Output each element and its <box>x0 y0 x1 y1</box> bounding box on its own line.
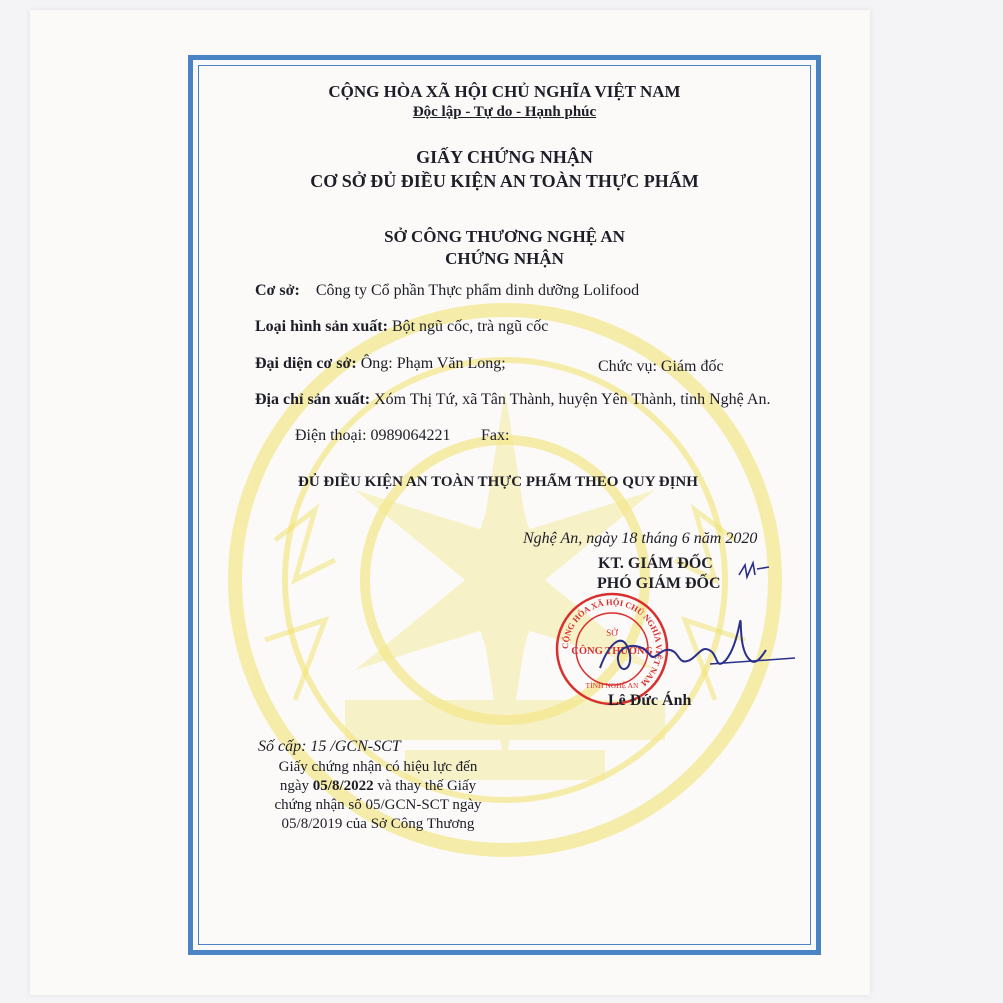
facility-label: Cơ sở: <box>255 282 300 299</box>
validity-note <box>248 758 508 834</box>
issuer-name: SỞ CÔNG THƯƠNG NGHỆ AN <box>384 227 625 246</box>
stamp-center-main: CÔNG THƯƠNG <box>571 646 653 657</box>
representative-label: Đại diện cơ sở: <box>255 355 357 372</box>
representative-row <box>255 355 506 373</box>
issuer-certifies: CHỨNG NHẬN <box>445 249 564 268</box>
signer-role-2: PHÓ GIÁM ĐỐC <box>597 575 721 592</box>
signer-name: Lê Đức Ánh <box>608 692 692 709</box>
title-line-1: GIẤY CHỨNG NHẬN <box>416 147 593 167</box>
cert-number: Số cấp: 15 /GCN-SCT <box>258 738 401 755</box>
fax-value: Fax: <box>481 427 510 444</box>
production-type-label: Loại hình sản xuất: <box>255 318 388 335</box>
representative-value: Ông: Phạm Văn Long; <box>360 355 506 372</box>
validity-line-2 <box>248 777 508 796</box>
signer-role-1: KT. GIÁM ĐỐC <box>598 555 713 572</box>
phone-value: Điện thoại: 0989064221 <box>295 427 451 444</box>
position-value: Chức vụ: Giám đốc <box>598 358 724 375</box>
validity-line-4: 05/8/2019 của Sở Công Thương <box>281 816 475 832</box>
national-name: CỘNG HÒA XÃ HỘI CHỦ NGHĨA VIỆT NAM <box>328 82 681 101</box>
initials-mark <box>735 555 775 585</box>
stamp-center-small: SỞ <box>606 628 618 638</box>
facility-value: Công ty Cổ phần Thực phẩm dinh dưỡng Lolifood <box>315 282 640 299</box>
validity-line-1: Giấy chứng nhận có hiệu lực đến <box>278 759 478 775</box>
motto-text: Độc lập - Tự do - Hạnh phúc <box>412 104 597 120</box>
address-label: Địa chỉ sản xuất: <box>255 391 371 408</box>
validity-line-3: chứng nhận số 05/GCN-SCT ngày <box>274 797 482 813</box>
conclusion-text: ĐỦ ĐIỀU KIỆN AN TOÀN THỰC PHẨM THEO QUY ĐỊNH <box>298 474 698 490</box>
stamp-ring-text: CỘNG HÒA XÃ HỘI CHỦ NGHĨA VIỆT NAM <box>559 596 665 689</box>
address-row <box>255 391 770 409</box>
address-value: Xóm Thị Tứ, xã Tân Thành, huyện Yên Thành, tỉnh Nghệ An. <box>374 391 771 408</box>
signature-mark <box>590 600 800 690</box>
validity-date: 05/8/2022 <box>312 778 374 794</box>
validity-prefix: ngày <box>279 778 310 794</box>
national-motto <box>198 104 811 121</box>
facility-row <box>255 282 639 300</box>
validity-suffix: và thay thế Giấy <box>377 778 477 794</box>
stamp-bottom-text: TỈNH NGHỆ AN <box>585 681 639 690</box>
place-date: Nghệ An, ngày 18 tháng 6 năm 2020 <box>523 530 758 547</box>
production-type-row <box>255 318 548 336</box>
title-line-2: CƠ SỞ ĐỦ ĐIỀU KIỆN AN TOÀN THỰC PHẨM <box>310 171 699 191</box>
production-type-value: Bột ngũ cốc, trà ngũ cốc <box>391 318 549 335</box>
